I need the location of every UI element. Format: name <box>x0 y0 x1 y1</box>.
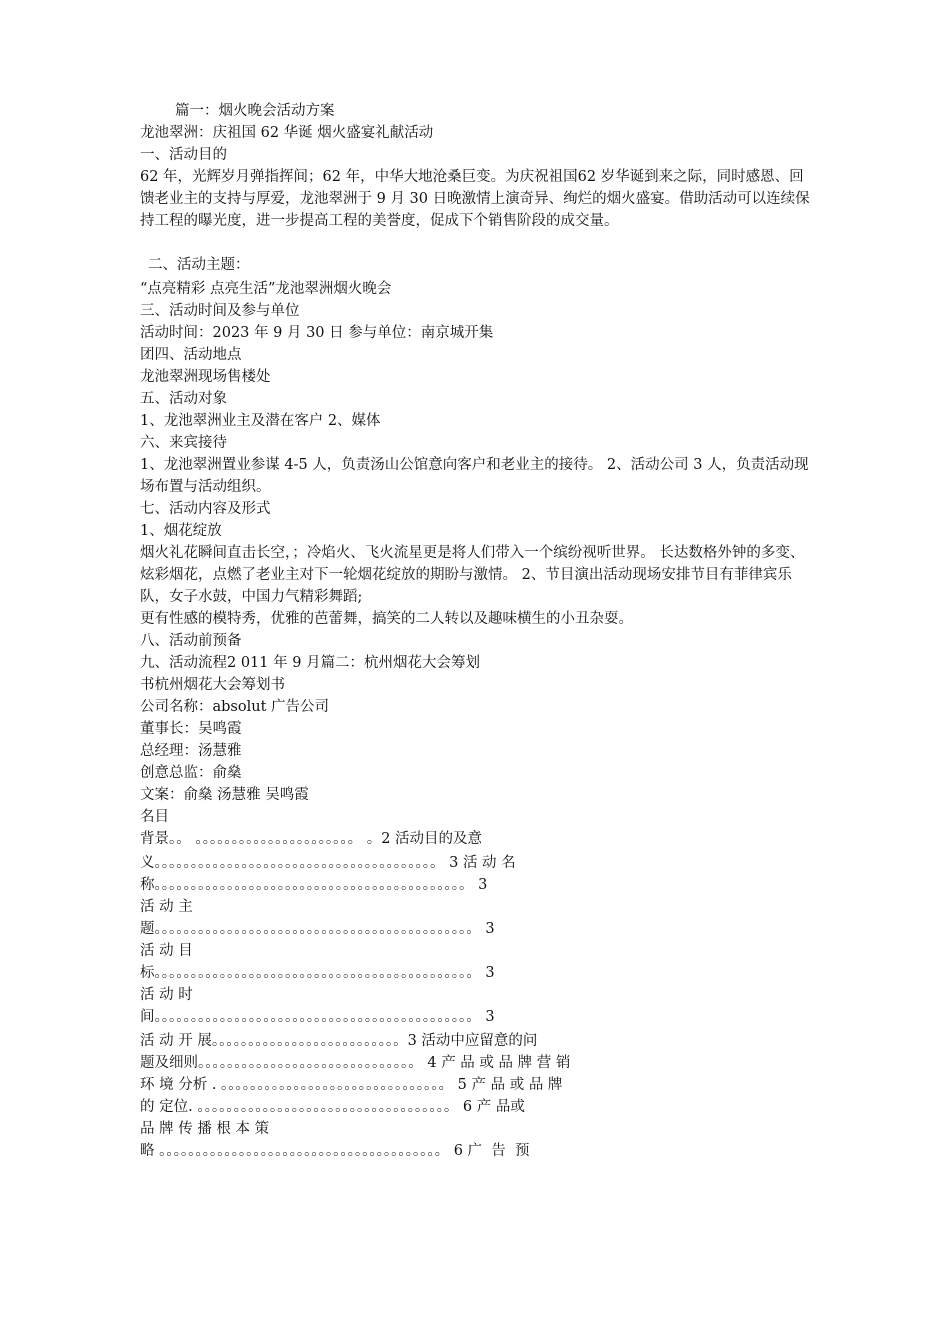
toc-line: 活 动 开 展。。。。。。。。。。。。。。。。。。。。。。。。。。3 活动中应留意的问 <box>140 1033 538 1049</box>
toc-line: 品 牌 传 播 根 本 策 <box>140 1121 270 1137</box>
doc-title: 篇一：烟火晚会活动方案 <box>175 103 335 119</box>
toc-line: 活 动 主 <box>140 899 193 915</box>
paragraph: 62 年，光辉岁月弹指挥间；62 年，中华大地沧桑巨变。为庆祝祖国62 岁华诞到来之际，同时感恩、回馈老业主的支持与厚爱，龙池翠洲于 9 月 30 日晚激情上演奇异、绚烂的烟火盛宴。借助活动可以连续保持工程的曝光度，进一步提高工程的美誉度，促成下个销售阶段的成交量。 <box>140 169 810 229</box>
text-line: 活动时间：2023 年 9 月 30 日 参与单位：南京城开集 <box>140 325 494 341</box>
text-line: 创意总监：俞燊 <box>140 765 242 781</box>
text-line: 更有性感的模特秀，优雅的芭蕾舞，搞笑的二人转以及趣味横生的小丑杂耍。 <box>140 611 633 627</box>
section-heading: 团四、活动地点 <box>140 347 242 363</box>
section-heading: 七、活动内容及形式 <box>140 501 271 517</box>
toc-line: 环 境 分析 . 。。。。。。。。。。。。。。。。。。。。。。。。。。。。。。。 5 产 品 或 品 牌 <box>140 1077 563 1093</box>
section-heading: 五、活动对象 <box>140 391 227 407</box>
section-heading: 六、来宾接待 <box>140 435 227 451</box>
paragraph: 1、龙池翠洲置业参谋 4-5 人，负责汤山公馆意向客户和老业主的接待。 2、活动公司 3 人，负责活动现场布置与活动组织。 <box>140 457 809 495</box>
section-heading: 一、活动目的 <box>140 147 227 163</box>
toc-line: 活 动 目 <box>140 943 193 959</box>
section-heading: 二、活动主题： <box>148 257 250 273</box>
section-heading: 九、活动流程2 011 年 9 月篇二：杭州烟花大会筹划 <box>140 655 481 671</box>
toc-line: 标。。。。。。。。。。。。。。。。。。。。。。。。。。。。。。。。。。。。。。。。。。。。 3 <box>140 965 495 981</box>
toc-line: 义。。。。。。。。。。。。。。。。。。。。。。。。。。。。。。。。。。。。。。。 3 活 动 名 <box>140 855 516 871</box>
toc-line: 题。。。。。。。。。。。。。。。。。。。。。。。。。。。。。。。。。。。。。。。。。。。。 3 <box>140 921 495 937</box>
toc-line: 略 。。。。。。。。。。。。。。。。。。。。。。。。。。。。。。。。。。。。。。。 6 广 告 预 <box>140 1143 530 1159</box>
subsection-heading: 1、烟花绽放 <box>140 523 222 539</box>
toc-line: 称。。。。。。。。。。。。。。。。。。。。。。。。。。。。。。。。。。。。。。。。。。。 3 <box>140 877 488 893</box>
toc-line: 间。。。。。。。。。。。。。。。。。。。。。。。。。。。。。。。。。。。。。。。。。。。。 3 <box>140 1009 495 1025</box>
text-line: 1、龙池翠洲业主及潜在客户 2、媒体 <box>140 413 381 429</box>
section-heading: 三、活动时间及参与单位 <box>140 303 300 319</box>
text-line: 总经理：汤慧雅 <box>140 743 242 759</box>
toc-line: 背景。。 。。。。。。。。。。。。。。。。。。。。。。 。2 活动目的及意 <box>140 831 483 847</box>
toc-heading: 名目 <box>140 809 169 825</box>
toc-line: 的 定位. 。。。。。。。。。。。。。。。。。。。。。。。。。。。。。。。。。。。 6 产 品或 <box>140 1099 525 1115</box>
paragraph: 烟火礼花瞬间直击长空，；冷焰火、飞火流星更是将人们带入一个缤纷视听世界。 长达数格外钟的多变、炫彩烟花，点燃了老业主对下一轮烟花绽放的期盼与激情。 2、节目演出活动现场安排节目有菲律宾乐队，女子水鼓，中国力气精彩舞蹈; <box>140 545 805 605</box>
event-subtitle: 龙池翠洲：庆祖国 62 华诞 烟火盛宴礼献活动 <box>140 125 434 141</box>
text-line: 书杭州烟花大会筹划书 <box>140 677 285 693</box>
text-line: 文案：俞燊 汤慧雅 吴鸣霞 <box>140 787 309 803</box>
text-line: 龙池翠洲现场售楼处 <box>140 369 271 385</box>
text-line: 公司名称：absolut 广告公司 <box>140 699 330 715</box>
section-heading: 八、活动前预备 <box>140 633 242 649</box>
toc-line: 活 动 时 <box>140 987 193 1003</box>
text-line: 董事长：吴鸣霞 <box>140 721 242 737</box>
theme-text: “点亮精彩 点亮生活”龙池翠洲烟火晚会 <box>140 281 392 297</box>
toc-line: 题及细则。。。。。。。。。。。。。。。。。。。。。。。。。。。。。。 4 产 品 或 品 牌 营 销 <box>140 1055 571 1071</box>
